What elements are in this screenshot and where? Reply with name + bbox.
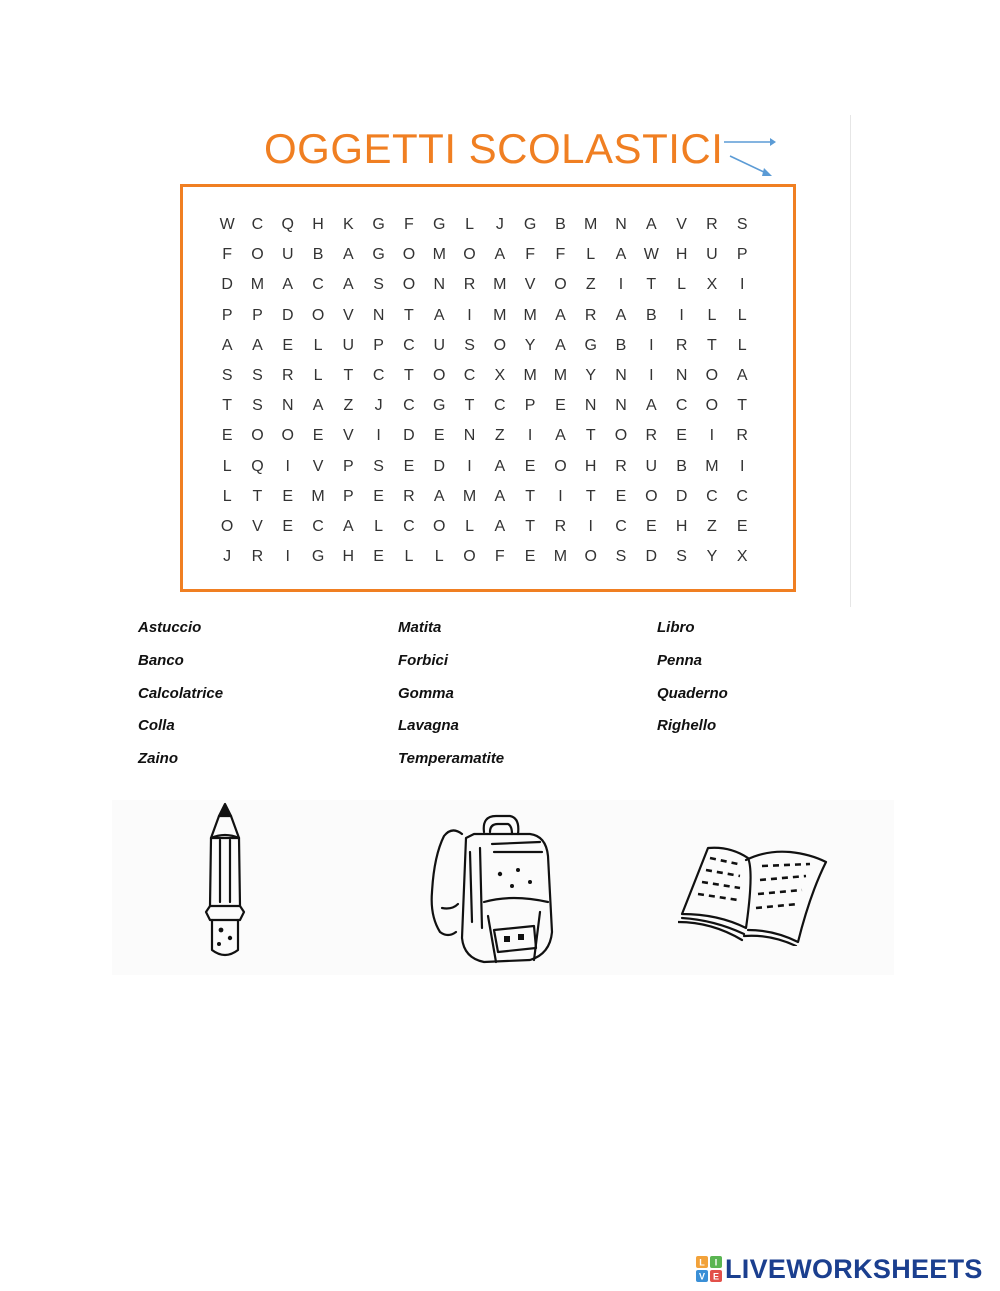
grid-letter[interactable]: H bbox=[342, 548, 355, 566]
grid-letter[interactable]: T bbox=[252, 487, 263, 505]
grid-letter[interactable]: L bbox=[465, 216, 474, 234]
grid-letter[interactable]: Y bbox=[706, 548, 718, 566]
word-list-item: Forbici bbox=[398, 651, 449, 669]
grid-letter[interactable]: R bbox=[615, 457, 627, 475]
grid-letter[interactable]: C bbox=[675, 397, 688, 415]
grid-letter[interactable]: G bbox=[433, 216, 446, 234]
grid-letter[interactable]: R bbox=[251, 548, 264, 566]
grid-letter[interactable]: B bbox=[312, 246, 324, 264]
grid-letter[interactable]: R bbox=[403, 487, 415, 505]
grid-letter[interactable]: I bbox=[739, 276, 745, 294]
grid-letter[interactable]: X bbox=[494, 367, 506, 385]
grid-letter[interactable]: F bbox=[404, 216, 414, 234]
grid-letter[interactable]: V bbox=[343, 306, 354, 324]
grid-letter[interactable]: I bbox=[649, 336, 654, 354]
grid-letter[interactable]: A bbox=[343, 517, 354, 535]
grid-letter[interactable]: A bbox=[645, 216, 657, 234]
grid-letter[interactable]: O bbox=[614, 427, 628, 445]
grid-letter[interactable]: O bbox=[251, 427, 264, 445]
grid-letter[interactable]: E bbox=[736, 517, 748, 535]
grid-letter[interactable]: R bbox=[675, 336, 688, 354]
grid-letter[interactable]: A bbox=[615, 306, 627, 324]
grid-letter[interactable]: B bbox=[676, 457, 687, 475]
grid-letter[interactable]: N bbox=[433, 276, 445, 294]
grid-letter[interactable]: W bbox=[643, 246, 659, 264]
grid-letter[interactable]: C bbox=[403, 397, 415, 415]
word-list-item: Banco bbox=[138, 651, 184, 669]
word-list bbox=[138, 619, 858, 789]
grid-letter[interactable]: A bbox=[494, 457, 506, 475]
grid-letter[interactable]: I bbox=[285, 457, 290, 475]
grid-letter[interactable]: E bbox=[373, 487, 384, 505]
grid-letter[interactable]: F bbox=[555, 246, 566, 264]
grid-letter[interactable]: E bbox=[282, 336, 294, 354]
grid-letter[interactable]: O bbox=[554, 457, 567, 475]
grid-letter[interactable]: X bbox=[736, 548, 748, 566]
grid-letter[interactable]: E bbox=[282, 487, 294, 505]
grid-letter[interactable]: O bbox=[554, 276, 567, 294]
grid-letter[interactable]: D bbox=[221, 276, 233, 294]
grid-letter[interactable]: L bbox=[222, 487, 232, 505]
grid-letter[interactable]: D bbox=[281, 306, 294, 324]
grid-letter[interactable]: T bbox=[464, 397, 475, 415]
arrow-icon bbox=[720, 130, 780, 180]
grid-letter[interactable]: C bbox=[736, 487, 748, 505]
word-list-item: Gomma bbox=[398, 684, 454, 702]
grid-letter[interactable]: B bbox=[615, 336, 627, 354]
grid-letter[interactable]: P bbox=[524, 397, 536, 415]
grid-letter[interactable]: A bbox=[221, 336, 233, 354]
grid-row bbox=[212, 421, 757, 451]
grid-letter[interactable]: E bbox=[524, 548, 536, 566]
grid-letter[interactable]: T bbox=[343, 367, 354, 385]
grid-letter[interactable]: C bbox=[251, 216, 264, 234]
grid-letter[interactable]: R bbox=[706, 216, 718, 234]
grid-letter[interactable]: E bbox=[645, 517, 657, 535]
grid-letter[interactable]: N bbox=[615, 216, 627, 234]
grid-letter[interactable]: V bbox=[343, 427, 354, 445]
grid-letter[interactable]: M bbox=[705, 457, 719, 475]
grid-letter[interactable]: P bbox=[343, 457, 354, 475]
brand-name: LIVEWORKSHEETS bbox=[725, 1253, 983, 1284]
grid-letter[interactable]: C bbox=[312, 276, 324, 294]
grid-letter[interactable]: E bbox=[555, 397, 566, 415]
grid-letter[interactable]: M bbox=[553, 548, 568, 566]
word-list-item: Penna bbox=[657, 651, 703, 669]
grid-letter[interactable]: I bbox=[285, 548, 290, 566]
grid-letter[interactable]: A bbox=[282, 276, 294, 294]
pencil-icon bbox=[200, 802, 250, 958]
grid-letter[interactable]: U bbox=[645, 457, 658, 475]
grid-letter[interactable]: O bbox=[402, 276, 416, 294]
grid-letter[interactable]: P bbox=[736, 246, 748, 264]
grid-row bbox=[212, 301, 757, 331]
grid-letter[interactable]: Y bbox=[524, 336, 536, 354]
grid-letter[interactable]: L bbox=[677, 276, 687, 294]
svg-text:L: L bbox=[699, 1257, 705, 1268]
grid-letter[interactable]: Z bbox=[343, 397, 354, 415]
grid-letter[interactable]: H bbox=[675, 246, 688, 264]
grid-letter[interactable]: I bbox=[739, 457, 745, 475]
grid-row bbox=[212, 240, 757, 270]
svg-text:V: V bbox=[698, 1271, 706, 1282]
grid-letter[interactable]: Z bbox=[707, 517, 717, 535]
grid-letter[interactable]: C bbox=[312, 517, 324, 535]
grid-letter[interactable]: U bbox=[433, 336, 445, 354]
liveworksheets-logo-icon bbox=[696, 1256, 722, 1282]
grid-letter[interactable]: E bbox=[312, 427, 324, 445]
grid-letter[interactable]: D bbox=[403, 427, 415, 445]
grid-letter[interactable]: L bbox=[434, 548, 444, 566]
grid-letter[interactable]: L bbox=[707, 306, 717, 324]
grid-letter[interactable]: M bbox=[584, 216, 598, 234]
grid-letter[interactable]: L bbox=[737, 336, 747, 354]
grid-letter[interactable]: R bbox=[584, 306, 597, 324]
grid-letter[interactable]: A bbox=[494, 487, 506, 505]
grid-letter[interactable]: O bbox=[402, 246, 416, 264]
grid-letter[interactable]: A bbox=[736, 367, 748, 385]
grid-letter[interactable]: A bbox=[433, 306, 445, 324]
grid-letter[interactable]: G bbox=[372, 216, 385, 234]
grid-letter[interactable]: I bbox=[376, 427, 381, 445]
grid-letter[interactable]: N bbox=[615, 367, 627, 385]
grid-letter[interactable]: T bbox=[707, 336, 717, 354]
backpack-icon bbox=[422, 812, 562, 968]
grid-letter[interactable]: P bbox=[252, 306, 263, 324]
grid-letter[interactable]: L bbox=[737, 306, 747, 324]
grid-letter[interactable]: G bbox=[311, 548, 325, 566]
grid-letter[interactable]: A bbox=[645, 397, 657, 415]
grid-letter[interactable]: B bbox=[555, 216, 566, 234]
grid-letter[interactable]: H bbox=[584, 457, 597, 475]
grid-letter[interactable]: V bbox=[524, 276, 536, 294]
word-list-item: Astuccio bbox=[138, 619, 202, 636]
grid-letter[interactable]: N bbox=[372, 306, 385, 324]
grid-row bbox=[212, 452, 757, 482]
grid-letter[interactable]: N bbox=[584, 397, 597, 415]
page-title: OGGETTI SCOLASTICI bbox=[264, 125, 724, 172]
grid-letter[interactable]: M bbox=[250, 276, 265, 294]
grid-letter[interactable]: Z bbox=[585, 276, 596, 294]
grid-letter[interactable]: A bbox=[494, 517, 506, 535]
grid-letter[interactable]: O bbox=[433, 367, 446, 385]
grid-letter[interactable]: E bbox=[524, 457, 536, 475]
grid-letter[interactable]: I bbox=[618, 276, 624, 294]
grid-letter[interactable]: N bbox=[281, 397, 294, 415]
grid-letter[interactable]: C bbox=[615, 517, 627, 535]
grid-letter[interactable]: P bbox=[373, 336, 384, 354]
grid-letter[interactable]: A bbox=[343, 246, 354, 264]
grid-letter[interactable]: C bbox=[494, 397, 506, 415]
grid-letter[interactable]: R bbox=[554, 517, 567, 535]
grid-letter[interactable]: F bbox=[222, 246, 233, 264]
grid-letter[interactable]: C bbox=[463, 367, 476, 385]
grid-letter[interactable]: A bbox=[433, 487, 445, 505]
word-list-item: Quaderno bbox=[657, 684, 728, 702]
word-search-grid bbox=[212, 210, 757, 572]
svg-text:I: I bbox=[714, 1257, 718, 1268]
grid-letter[interactable]: S bbox=[252, 397, 263, 415]
grid-letter[interactable]: O bbox=[705, 367, 719, 385]
word-list-item: Lavagna bbox=[398, 717, 459, 735]
grid-letter[interactable]: E bbox=[373, 548, 384, 566]
grid-letter[interactable]: M bbox=[523, 306, 537, 324]
grid-letter[interactable]: Y bbox=[585, 367, 597, 385]
grid-letter[interactable]: R bbox=[463, 276, 476, 294]
grid-letter[interactable]: T bbox=[646, 276, 657, 294]
grid-row bbox=[212, 270, 757, 300]
brand-logo bbox=[696, 1252, 983, 1286]
grid-letter[interactable]: S bbox=[221, 367, 233, 385]
grid-letter[interactable]: S bbox=[252, 367, 263, 385]
grid-letter[interactable]: S bbox=[373, 276, 384, 294]
grid-letter[interactable]: G bbox=[584, 336, 597, 354]
grid-letter[interactable]: E bbox=[676, 427, 687, 445]
grid-letter[interactable]: A bbox=[555, 306, 566, 324]
open-book-icon bbox=[678, 842, 834, 946]
grid-letter[interactable]: K bbox=[343, 216, 354, 234]
grid-letter[interactable]: A bbox=[343, 276, 354, 294]
grid-letter[interactable]: A bbox=[615, 246, 627, 264]
grid-letter[interactable]: W bbox=[219, 216, 235, 234]
word-list-item: Zaino bbox=[138, 750, 178, 768]
grid-letter[interactable]: P bbox=[221, 306, 233, 324]
grid-letter[interactable]: V bbox=[252, 517, 263, 535]
grid-letter[interactable]: N bbox=[675, 367, 688, 385]
grid-letter[interactable]: H bbox=[675, 517, 688, 535]
grid-letter[interactable]: E bbox=[615, 487, 627, 505]
grid-letter[interactable]: I bbox=[467, 306, 472, 324]
grid-letter[interactable]: B bbox=[645, 306, 657, 324]
grid-letter[interactable]: D bbox=[433, 457, 445, 475]
word-list-item: Colla bbox=[138, 717, 175, 735]
grid-letter[interactable]: U bbox=[281, 246, 294, 264]
grid-letter[interactable]: M bbox=[432, 246, 446, 264]
grid-letter[interactable]: O bbox=[433, 517, 446, 535]
divider bbox=[850, 115, 851, 607]
grid-letter[interactable]: G bbox=[433, 397, 446, 415]
grid-letter[interactable]: S bbox=[736, 216, 748, 234]
grid-letter[interactable]: A bbox=[312, 397, 324, 415]
grid-letter[interactable]: E bbox=[433, 427, 445, 445]
grid-letter[interactable]: T bbox=[525, 517, 535, 535]
svg-text:E: E bbox=[712, 1271, 720, 1282]
grid-row bbox=[212, 542, 757, 572]
grid-letter[interactable]: Q bbox=[251, 457, 264, 475]
grid-letter[interactable]: M bbox=[523, 367, 537, 385]
grid-letter[interactable]: I bbox=[558, 487, 563, 505]
grid-letter[interactable]: M bbox=[553, 367, 568, 385]
grid-letter[interactable]: M bbox=[493, 306, 507, 324]
grid-letter[interactable]: A bbox=[252, 336, 263, 354]
grid-letter[interactable]: R bbox=[281, 367, 294, 385]
grid-letter[interactable]: I bbox=[588, 517, 593, 535]
grid-letter[interactable]: L bbox=[222, 457, 232, 475]
grid-letter[interactable]: N bbox=[463, 427, 476, 445]
grid-letter[interactable]: M bbox=[311, 487, 325, 505]
grid-letter[interactable]: T bbox=[525, 487, 535, 505]
grid-letter[interactable]: Z bbox=[494, 427, 505, 445]
grid-letter[interactable]: J bbox=[223, 548, 232, 566]
grid-letter[interactable]: A bbox=[494, 246, 506, 264]
grid-letter[interactable]: P bbox=[343, 487, 354, 505]
grid-letter[interactable]: G bbox=[372, 246, 385, 264]
grid-letter[interactable]: E bbox=[282, 517, 294, 535]
grid-letter[interactable]: S bbox=[676, 548, 687, 566]
grid-letter[interactable]: L bbox=[374, 517, 384, 535]
grid-letter[interactable]: O bbox=[463, 246, 476, 264]
illustrations bbox=[112, 800, 894, 975]
word-list-item: Righello bbox=[657, 717, 717, 735]
word-list-item: Temperamatite bbox=[398, 750, 505, 768]
grid-row bbox=[212, 482, 757, 512]
grid-letter[interactable]: X bbox=[706, 276, 718, 294]
grid-row bbox=[212, 391, 757, 421]
grid-letter[interactable]: O bbox=[251, 246, 264, 264]
grid-letter[interactable]: Q bbox=[281, 216, 294, 234]
grid-letter[interactable]: J bbox=[374, 397, 383, 415]
grid-letter[interactable]: C bbox=[706, 487, 718, 505]
grid-letter[interactable]: O bbox=[220, 517, 234, 535]
grid-row bbox=[212, 331, 757, 361]
grid-letter[interactable]: V bbox=[312, 457, 324, 475]
grid-letter[interactable]: O bbox=[281, 427, 294, 445]
grid-letter[interactable]: A bbox=[555, 427, 566, 445]
grid-letter[interactable]: R bbox=[736, 427, 748, 445]
grid-letter[interactable]: L bbox=[465, 517, 474, 535]
grid-letter[interactable]: O bbox=[645, 487, 658, 505]
grid-letter[interactable]: T bbox=[585, 427, 596, 445]
grid-letter[interactable]: G bbox=[523, 216, 537, 234]
grid-letter[interactable]: C bbox=[403, 336, 415, 354]
grid-letter[interactable]: L bbox=[313, 336, 323, 354]
grid-letter[interactable]: S bbox=[464, 336, 475, 354]
word-list-item: Calcolatrice bbox=[138, 684, 224, 702]
grid-letter[interactable]: I bbox=[527, 427, 533, 445]
grid-letter[interactable]: I bbox=[709, 427, 715, 445]
grid-letter[interactable]: J bbox=[495, 216, 504, 234]
grid-letter[interactable]: S bbox=[615, 548, 627, 566]
grid-letter[interactable]: I bbox=[679, 306, 684, 324]
grid-letter[interactable]: N bbox=[615, 397, 627, 415]
grid-letter[interactable]: S bbox=[373, 457, 384, 475]
grid-letter[interactable]: O bbox=[493, 336, 507, 354]
grid-row bbox=[212, 512, 757, 542]
grid-letter[interactable]: I bbox=[649, 367, 654, 385]
grid-letter[interactable]: R bbox=[645, 427, 658, 445]
word-list-item: Matita bbox=[398, 619, 442, 636]
grid-letter[interactable]: A bbox=[555, 336, 566, 354]
grid-letter[interactable]: E bbox=[403, 457, 415, 475]
grid-letter[interactable]: T bbox=[404, 367, 414, 385]
grid-letter[interactable]: U bbox=[706, 246, 718, 264]
grid-letter[interactable]: O bbox=[705, 397, 719, 415]
grid-row bbox=[212, 361, 757, 391]
word-list-item: Libro bbox=[657, 619, 695, 636]
grid-letter[interactable]: T bbox=[404, 306, 414, 324]
grid-letter[interactable]: L bbox=[313, 367, 323, 385]
grid-letter[interactable]: F bbox=[494, 548, 505, 566]
grid-letter[interactable]: V bbox=[676, 216, 687, 234]
grid-letter[interactable]: M bbox=[462, 487, 477, 505]
grid-letter[interactable]: O bbox=[311, 306, 325, 324]
grid-letter[interactable]: T bbox=[222, 397, 233, 415]
grid-letter[interactable]: M bbox=[493, 276, 507, 294]
grid-letter[interactable]: D bbox=[675, 487, 688, 505]
grid-letter[interactable]: C bbox=[403, 517, 415, 535]
grid-letter[interactable]: H bbox=[312, 216, 324, 234]
grid-letter[interactable]: O bbox=[584, 548, 597, 566]
grid-letter[interactable]: L bbox=[586, 246, 596, 264]
grid-letter[interactable]: C bbox=[372, 367, 385, 385]
grid-letter[interactable]: F bbox=[525, 246, 535, 264]
grid-letter[interactable]: T bbox=[585, 487, 596, 505]
grid-letter[interactable]: L bbox=[404, 548, 414, 566]
grid-letter[interactable]: D bbox=[645, 548, 658, 566]
grid-letter[interactable]: U bbox=[342, 336, 355, 354]
grid-letter[interactable]: I bbox=[467, 457, 472, 475]
grid-letter[interactable]: O bbox=[463, 548, 476, 566]
grid-letter[interactable]: T bbox=[737, 397, 748, 415]
grid-row bbox=[212, 210, 757, 240]
grid-letter[interactable]: E bbox=[221, 427, 233, 445]
